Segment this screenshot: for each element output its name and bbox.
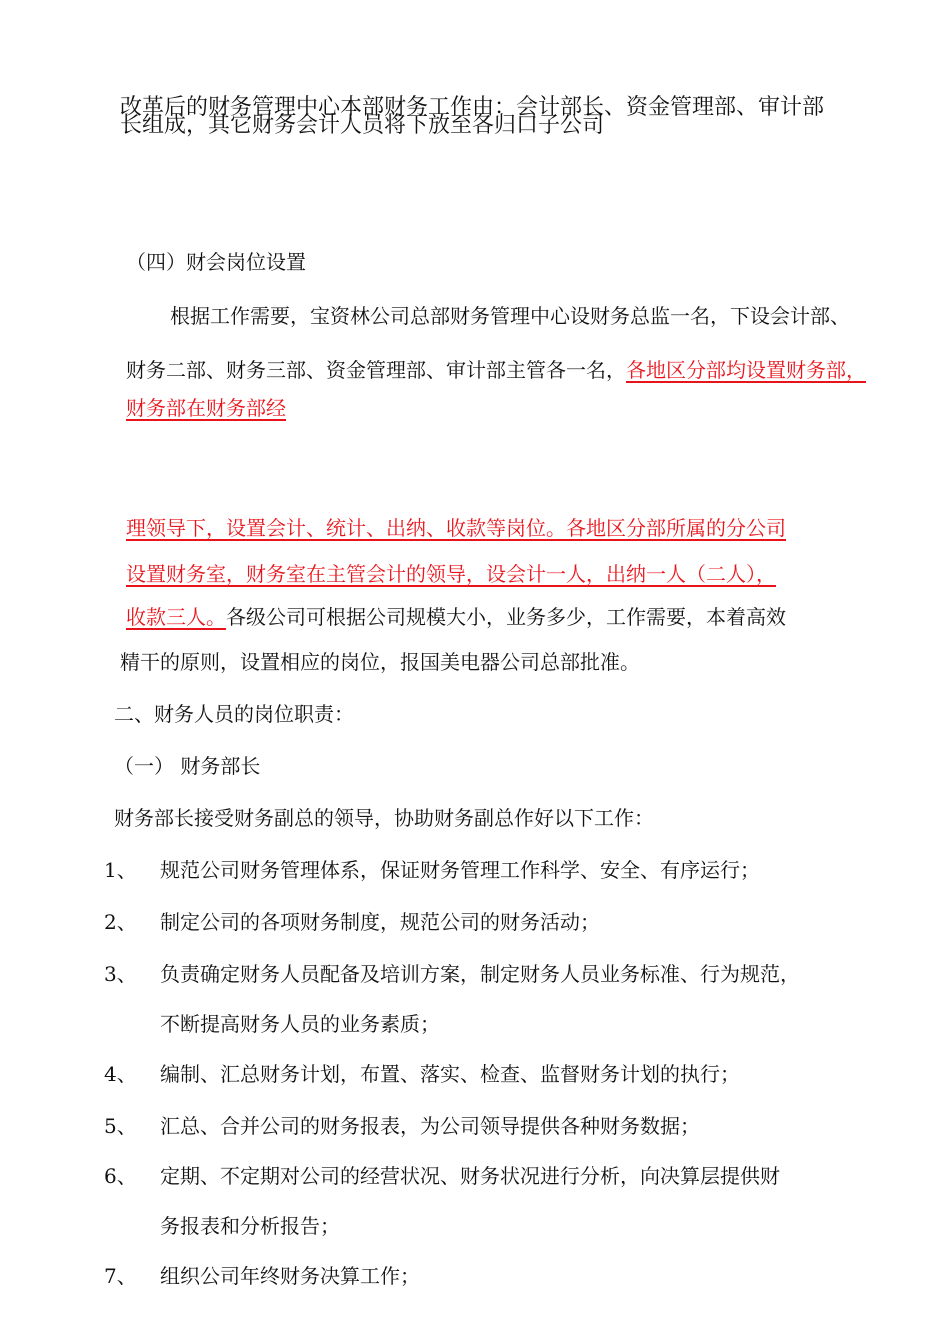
list-item-text: 制定公司的各项财务制度，规范公司的财务活动； bbox=[160, 910, 600, 934]
paragraph-text: 财务二部、财务三部、资金管理部、审计部主管各一名， bbox=[126, 358, 626, 382]
list-item-text: 组织公司年终财务决算工作； bbox=[160, 1264, 420, 1288]
paragraph-line: 根据工作需要，宝资林公司总部财务管理中心设财务总监一名，下设会计部、 bbox=[170, 304, 850, 328]
header-line-1: 改革后的财务管理中心本部财务工作由：会计部长、资金管理部、审计部 bbox=[120, 95, 825, 120]
list-item-text: 规范公司财务管理体系，保证财务管理工作科学、安全、有序运行； bbox=[160, 858, 760, 882]
intro-text: 财务部长接受财务副总的领导，协助财务副总作好以下工作： bbox=[114, 806, 654, 830]
list-item-number: 4、 bbox=[104, 1062, 137, 1086]
list-item-number: 2、 bbox=[104, 910, 137, 934]
highlighted-text: 设置财务室，财务室在主管会计的领导，设会计一人，出纳一人（二人）， bbox=[126, 562, 776, 586]
list-item-text: 定期、不定期对公司的经营状况、财务状况进行分析，向决算层提供财 bbox=[160, 1164, 780, 1188]
list-item-text: 汇总、合并公司的财务报表，为公司领导提供各种财务数据； bbox=[160, 1114, 700, 1138]
list-item-text: 负责确定财务人员配备及培训方案，制定财务人员业务标准、行为规范， bbox=[160, 962, 800, 986]
list-item-text: 不断提高财务人员的业务素质； bbox=[160, 1012, 440, 1036]
paragraph-text: 各级公司可根据公司规模大小，业务多少，工作需要，本着高效 bbox=[226, 605, 786, 629]
list-item-number: 3、 bbox=[104, 962, 137, 986]
sub-heading: （一） 财务部长 bbox=[114, 754, 261, 778]
list-item-number: 6、 bbox=[104, 1164, 137, 1188]
paragraph-line: 精干的原则，设置相应的岗位，报国美电器公司总部批准。 bbox=[120, 650, 640, 674]
highlighted-text: 收款三人。 bbox=[126, 605, 226, 629]
list-item-number: 1、 bbox=[104, 858, 137, 882]
list-item-text: 务报表和分析报告； bbox=[160, 1214, 340, 1238]
header-line-2: 长组成，其它财务会计人员将下放至各归口子公司 bbox=[120, 113, 605, 138]
list-item-text: 编制、汇总财务计划，布置、落实、检查、监督财务计划的执行； bbox=[160, 1062, 740, 1086]
paragraph-line bbox=[126, 358, 866, 382]
list-item-number: 5、 bbox=[104, 1114, 137, 1138]
highlighted-text: 理领导下，设置会计、统计、出纳、收款等岗位。各地区分部所属的分公司 bbox=[126, 516, 786, 540]
section-heading: （四）财会岗位设置 bbox=[126, 250, 306, 274]
highlighted-text: 各地区分部均设置财务部， bbox=[626, 358, 866, 382]
list-item-number: 7、 bbox=[104, 1264, 137, 1288]
part-heading: 二、财务人员的岗位职责： bbox=[114, 702, 354, 726]
paragraph-line bbox=[126, 605, 786, 629]
highlighted-text: 财务部在财务部经 bbox=[126, 396, 286, 420]
